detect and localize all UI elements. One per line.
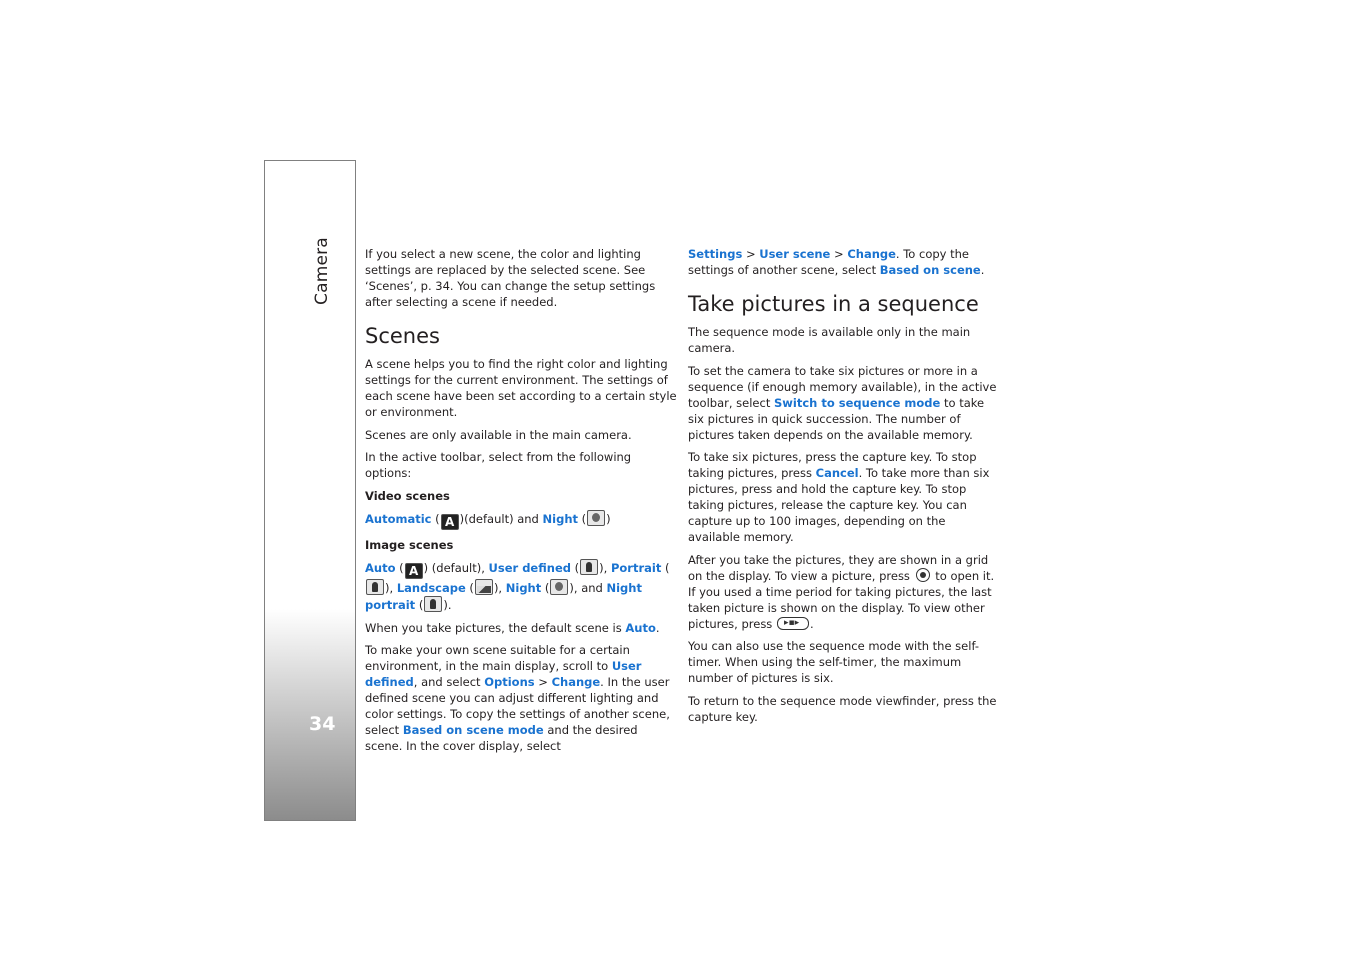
user-defined-icon	[580, 559, 598, 575]
sequence-availability: The sequence mode is available only in the main camera.	[688, 325, 971, 355]
toolbar-instruction: In the active toolbar, select from the following options:	[365, 450, 632, 480]
portrait-link: Portrait	[610, 561, 662, 575]
sequence-setup-paragraph: To set the camera to take six pictures or more in a sequence (if enough memory available), in the active toolbar, select Switch to sequence mode to take six pictures in quick succession. The number of pictures taken depends on the available memory.	[688, 363, 997, 442]
landscape-icon	[475, 579, 493, 595]
scenes-heading: Scenes	[365, 324, 440, 348]
automatic-link: Automatic	[365, 512, 432, 526]
left-column	[365, 246, 677, 761]
portrait-icon	[366, 579, 384, 595]
video-scenes-heading: Video scenes	[365, 488, 450, 503]
scenes-availability: Scenes are only available in the main camera.	[365, 427, 632, 442]
section-title: Camera	[312, 237, 332, 305]
default-scene-paragraph: When you take pictures, the default scene is Auto.	[365, 620, 660, 635]
video-scenes-list: Automatic ( A )(default) and Night ( )	[365, 512, 611, 529]
continuation-paragraph: Settings > User scene > Change. To copy the settings of another scene, select Based on scene.	[688, 247, 985, 277]
scenes-paragraph: A scene helps you to find the right color and lighting settings for the current environment. The settings of each scene have been set according to a certain style or environment.	[365, 357, 677, 419]
night-link: Night	[505, 581, 542, 595]
night-link: Night	[542, 512, 578, 526]
user-defined-link: User defined	[488, 561, 571, 575]
sequence-view-paragraph: After you take the pictures, they are shown in a grid on the display. To view a picture, press to open it. If you used a time period for taking pictures, the last taken picture is shown on the display. To view other pictures, press ▸▪▸ .	[688, 552, 1000, 632]
auto-icon: A	[405, 563, 423, 579]
automatic-icon: A	[441, 514, 459, 530]
select-key-icon	[916, 568, 930, 582]
intro-paragraph: If you select a new scene, the color and lighting settings are replaced by the selected scene. See ‘Scenes’, p. 34. You can change the setup settings after selecting a scene if needed.	[365, 247, 656, 309]
own-scene-paragraph: To make your own scene suitable for a certain environment, in the main display, scroll to User defined, and select Options > Change. In the user defined scene you can adjust different lighting and color settings. To copy the settings of another scene, select Based on scene mode and the desired scene. In the cover display, select	[365, 643, 670, 753]
image-scenes-list: Auto ( A ) (default), User defined ( ), Portrait (), Landscape ( ), Night ( ), and Night portrait ( ).	[365, 561, 670, 612]
night-portrait-icon	[424, 596, 442, 612]
image-scenes-heading: Image scenes	[365, 537, 454, 552]
night-icon	[587, 510, 605, 526]
sequence-heading: Take pictures in a sequence	[688, 292, 979, 316]
page-number: 34	[309, 713, 336, 735]
self-timer-paragraph: You can also use the sequence mode with the self-timer. When using the self-timer, the maximum number of pictures is six.	[688, 639, 980, 685]
right-column	[688, 246, 1000, 731]
night-portrait-link: Night portrait	[365, 581, 642, 612]
night-icon	[550, 579, 568, 595]
navigation-key-icon	[777, 617, 809, 630]
return-paragraph: To return to the sequence mode viewfinder, press the capture key.	[688, 693, 997, 724]
auto-link: Auto	[365, 561, 396, 575]
landscape-link: Landscape	[396, 581, 466, 595]
sequence-capture-paragraph: To take six pictures, press the capture key. To stop taking pictures, press Cancel. To take more than six pictures, press and hold the capture key. To stop taking pictures, release the capture key. You can capture up to 100 images, depending on the available memory.	[688, 450, 990, 544]
